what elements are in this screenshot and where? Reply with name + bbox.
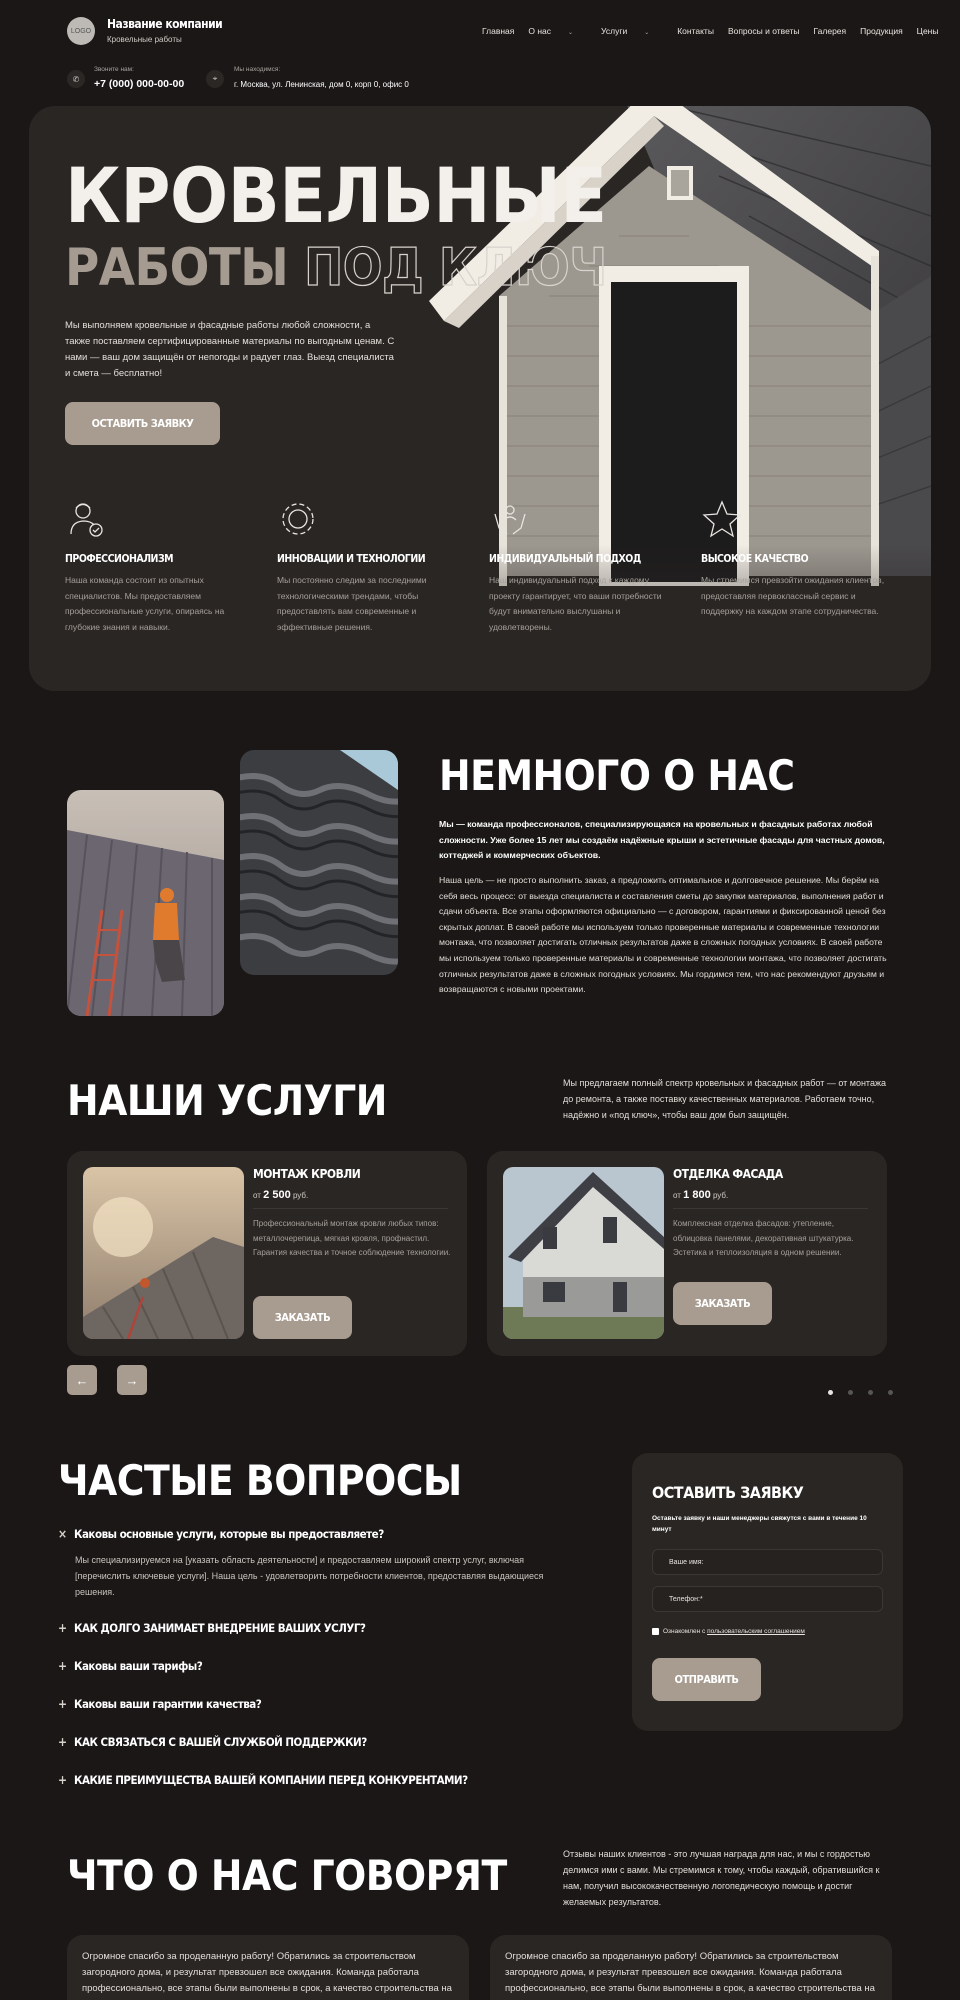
order-button[interactable]: ЗАКАЗАТЬ [253,1296,352,1339]
location-icon: ⌖ [206,70,224,88]
submit-button[interactable]: ОТПРАВИТЬ [652,1658,761,1701]
phone-label: Звоните нам: [94,66,134,73]
nav-item-about[interactable]: О нас ⌄ [528,26,574,36]
about-title: НЕМНОГО О НАС [439,751,795,800]
metal-tile-photo [240,750,398,975]
nav-item-products[interactable]: Продукция [860,26,903,36]
review-text: Огромное спасибо за проделанную работу! Обратились за строительством загородного дома, и результат превзошел все ожидания. Команда работала профессионально, все этапы были выполнены в срок, а качество строительства на [505,1951,875,1994]
service-title: ОТДЕЛКА ФАСАДА [673,1167,783,1181]
service-card [67,1151,467,1356]
faq-question-open[interactable]: × Каковы основные услуги, которые вы предоставляете? [58,1527,384,1541]
close-icon: × [58,1527,67,1541]
chevron-down-icon: ⌄ [568,30,574,36]
service-text: Комплексная отделка фасадов: утепление, облицовка панелями, декоративная штукатурка. Эстетика и теплоизоляция в одном решении. [673,1219,854,1257]
hero-title-outline: ПОД КЛЮЧ [304,238,607,298]
service-price: от 1 800 руб. [673,1189,729,1201]
phone-number[interactable]: +7 (000) 000-00-00 [94,78,185,90]
plus-icon: + [58,1659,67,1673]
plus-icon: + [58,1773,67,1787]
nav-item-gallery[interactable]: Галерея [813,26,847,36]
faq-question[interactable]: + КАК СВЯЗАТЬСЯ С ВАШЕЙ СЛУЖБОЙ ПОДДЕРЖКИ? [58,1735,367,1749]
consent-text: Ознакомлен с [663,1628,706,1635]
service-price: от 2 500 руб. [253,1189,309,1201]
services-title: НАШИ УСЛУГИ [67,1076,387,1125]
plus-icon: + [58,1735,67,1749]
logo[interactable]: LOGO [67,17,95,45]
faq-question[interactable]: + Каковы ваши тарифы? [58,1659,203,1673]
faq-question[interactable]: + Каковы ваши гарантии качества? [58,1697,262,1711]
feature-title: ИНДИВИДУАЛЬНЫЙ ПОДХОД [489,553,641,565]
nav-item-services[interactable]: Услуги ⌄ [601,26,650,36]
name-input[interactable]: Ваше имя: [652,1549,883,1575]
feature-text: Мы постоянно следим за последними технологическими трендами, чтобы предоставлять вам современные и эффективные решения. [277,575,427,632]
agreement-link[interactable]: пользовательским соглашением [707,1628,805,1635]
facade-photo [503,1167,664,1339]
hero-title-word: РАБОТЫ [65,238,289,298]
chevron-down-icon: ⌄ [644,30,650,36]
faq-title: ЧАСТЫЕ ВОПРОСЫ [58,1456,462,1505]
slider-prev-button[interactable] [67,1365,97,1395]
roof-install-photo [83,1167,244,1339]
faq-question[interactable]: + КАК ДОЛГО ЗАНИМАЕТ ВНЕДРЕНИЕ ВАШИХ УСЛУГ? [58,1621,366,1635]
slider-next-button[interactable] [117,1365,147,1395]
form-title: ОСТАВИТЬ ЗАЯВКУ [652,1483,804,1502]
review-card [490,1935,892,2000]
about-text: Наша цель — не просто выполнить заказ, а предложить оптимальное и долговечное решение. Мы берём на себя весь процесс: от выезда специалиста и составления сметы до закупки материалов, выполнения работ и сдачи объекта. Все этапы оформляются официально — с договором, гарантиями и фиксированной ценой без скрытых доплат. В своей работе мы используем только проверенные материалы и современные технологии монтажа, что позволяет достигать отличных результатов даже в сложных погодных условиях. В своей работе мы используем только проверенные материалы и современные технологии монтажа, что позволяет достигать отличных результатов даже в сложных погодных условиях. Мы гордимся тем, что нас рекомендуют друзьям и возвращаются с новыми проектами. [439,875,887,995]
phone-input[interactable]: Телефон:* [652,1586,883,1612]
main-nav [482,26,939,36]
feature-title: ВЫСОКОЕ КАЧЕСТВО [701,553,809,565]
phone-icon: ✆ [67,70,85,88]
star-icon [701,498,743,540]
pagination-dot[interactable] [888,1390,893,1395]
service-card [487,1151,887,1356]
faq-answer: Мы специализируемся на [указать область деятельности] и предоставляем широкий спектр услуг, включая [перечислить ключевые услуги]. Наша цель - удовлетворить потребности клиентов, предоставляя выдающиеся решения. [75,1555,544,1597]
request-form [632,1453,903,1731]
hero-cta-button[interactable]: ОСТАВИТЬ ЗАЯВКУ [65,402,220,445]
feature-title: ИННОВАЦИИ И ТЕХНОЛОГИИ [277,553,426,565]
consent-checkbox[interactable] [652,1628,659,1635]
nav-item-faq[interactable]: Вопросы и ответы [727,26,800,36]
address-label: Мы находимся: [234,66,281,73]
feature-text: Наша команда состоит из опытных специалистов. Мы предоставляем профессиональные услуги, опираясь на глубокие знания и навыки. [65,575,225,632]
plus-icon: + [58,1621,67,1635]
pagination-dot[interactable] [868,1390,873,1395]
arrow-left-icon: ← [75,1372,89,1388]
nav-item-contacts[interactable]: Контакты [677,26,714,36]
about-lead: Мы — команда профессионалов, специализирующаяся на кровельных и фасадных работах любой сложности. Уже более 15 лет мы создаём надёжные крыши и эстетичные фасады для частных домов, коттеджей и коммерческих объектов. [439,819,885,860]
pagination-dot-active[interactable] [828,1390,833,1395]
professional-icon [65,498,107,540]
hero-description: Мы выполняем кровельные и фасадные работы любой сложности, а также поставляем сертифицированные материалы по выгодным ценам. С нами — ваш дом защищён от непогоды и радует глаз. Выезд специалиста и смета — бесплатно! [65,320,395,379]
review-card [67,1935,469,2000]
form-subtitle: Оставьте заявку и наши менеджеры свяжутся с вами в течение 10 минут [652,1515,867,1533]
services-description: Мы предлагаем полный спектр кровельных и фасадных работ — от монтажа до ремонта, а также поставку качественных материалов. Работаем точно, надёжно и «под ключ», чтобы ваш дом был защищён. [563,1078,886,1120]
hero-title-line2 [65,238,607,298]
address: г. Москва, ул. Ленинская, дом 0, корп 0, офис 0 [234,80,409,89]
consent-row [652,1628,805,1635]
faq-question[interactable]: + КАКИЕ ПРЕИМУЩЕСТВА ВАШЕЙ КОМПАНИИ ПЕРЕД КОНКУРЕНТАМИ? [58,1773,468,1787]
feature-text: Мы стремимся превзойти ожидания клиентов, предоставляя первоклассный сервис и поддержку на каждом этапе сотрудничества. [701,575,885,616]
reviews-description: Отзывы наших клиентов - это лучшая награда для нас, и мы с гордостью делимся ими с вами. Мы стремимся к тому, чтобы каждый, обратившийся к нам, получил высококачественную логопедическую помощь и достиг желаемых результатов. [563,1849,880,1907]
roofer-photo [67,790,224,1016]
plus-icon: + [58,1697,67,1711]
hero-title-line1: КРОВЕЛЬНЫЕ [65,151,607,240]
company-subtitle: Кровельные работы [107,35,182,44]
hands-icon [489,498,531,540]
nav-item-home[interactable]: Главная [482,26,515,36]
service-text: Профессиональный монтаж кровли любых типов: металлочерепица, мягкая кровля, профнастил. Гарантия качества и точное соблюдение технологии. [253,1219,451,1257]
nav-item-prices[interactable]: Цены [916,26,939,36]
service-title: МОНТАЖ КРОВЛИ [253,1167,361,1181]
company-name: Название компании [107,17,223,31]
divider [673,1208,868,1209]
order-button[interactable]: ЗАКАЗАТЬ [673,1282,772,1325]
pagination-dot[interactable] [848,1390,853,1395]
feature-title: ПРОФЕССИОНАЛИЗМ [65,553,174,565]
gear-icon [277,498,319,540]
reviews-title: ЧТО О НАС ГОВОРЯТ [67,1851,507,1900]
divider [253,1208,448,1209]
slider-pagination [828,1390,893,1395]
feature-text: Наш индивидуальный подход к каждому проекту гарантирует, что ваши потребности будут внимательно выслушаны и удовлетворены. [489,575,662,632]
review-text: Огромное спасибо за проделанную работу! Обратились за строительством загородного дома, и результат превзошел все ожидания. Команда работала профессионально, все этапы были выполнены в срок, а качество строительства на [82,1951,452,1994]
arrow-right-icon: → [125,1372,139,1388]
